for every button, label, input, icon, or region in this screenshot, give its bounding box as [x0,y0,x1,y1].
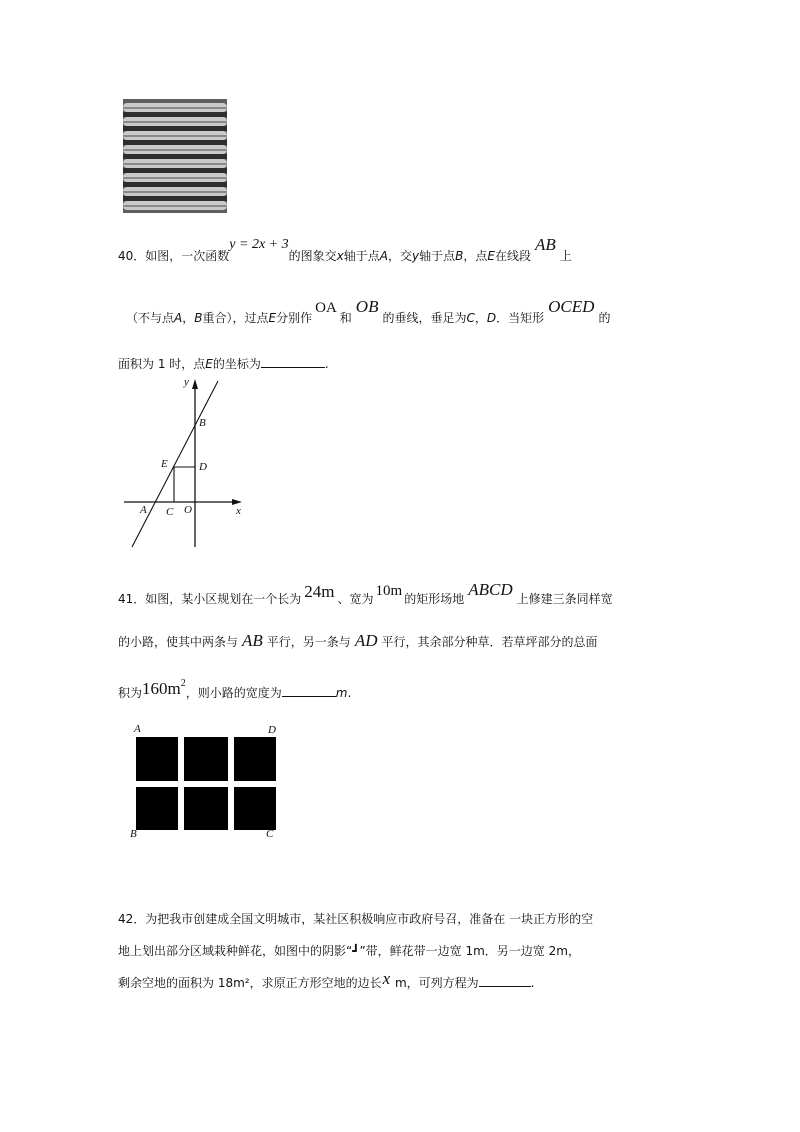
var-x: x [382,969,391,988]
q40-text: ．当矩形 [496,311,545,325]
q40-text: ， [474,311,487,325]
point-e: E [205,357,213,371]
segment-ab: AB [534,235,556,254]
label-b: B [130,828,137,840]
label-c: C [266,828,274,840]
q42-line-2 [118,943,580,959]
q40-text: 在线段 [494,249,531,263]
q40-text: 轴于点 [419,249,456,263]
point-b: B [194,311,203,325]
question-number: 42 [118,912,134,926]
area-value: 160m [142,679,181,698]
point-b: B [455,249,464,263]
q40-text: 上 [559,249,572,263]
q42-line-1 [118,911,593,927]
q40-text: 面积为 1 时，点 [118,357,206,371]
answer-blank[interactable] [282,684,336,697]
line-oa: OA [315,300,337,316]
question-number: 41 [118,592,134,606]
q40-line-1 [118,235,572,265]
area-exponent: 2 [180,678,186,689]
q41-text: ，则小路的宽度为 [185,686,282,700]
q41-text: 、宽为 [337,592,374,606]
label-d: D [268,724,276,736]
label-d: D [199,461,207,473]
q40-figure [118,375,253,550]
rectangle-abcd: ABCD [468,580,513,599]
q40-text: ，点 [463,249,488,263]
q40-text: 的图象交 [288,249,337,263]
q42-text: 地上划出部分区域栽种鲜花，如图中的阴影“┛”带，鲜花带一边宽 1m．另一边宽 2m， [118,944,580,958]
answer-blank[interactable] [479,974,531,987]
q40-text: 和 [339,311,352,325]
label-b: B [199,417,206,429]
q41-text: ．如图，某小区规划在一个长为 [133,592,302,606]
question-number: 40 [118,249,134,263]
label-c: C [166,506,174,518]
point-c: C [466,311,475,325]
path-horizontal [136,781,276,787]
q41-text: 平行，其余部分种草．若草坪部分的总面 [381,635,598,649]
label-a: A [140,504,147,516]
q42-line-3 [118,969,535,991]
q41-figure [136,737,276,830]
point-e: E [268,311,277,325]
q40-text: 的 [598,311,611,325]
q40-text: 的垂线，垂足为 [382,311,467,325]
q42-text: ．为把我市创建成全国文明城市，某社区积极响应市政府号召，准备在 一块正方形的空 [133,912,594,926]
function-formula: y = 2x + 3 [229,237,289,252]
point-a: A [379,249,388,263]
q41-text: . [347,686,352,700]
q40-text: ， [182,311,195,325]
q41-line-2 [118,633,598,650]
width-value: 10m [375,583,403,599]
q40-text: ，交 [387,249,412,263]
label-o: O [184,504,192,516]
label-a: A [134,723,141,735]
point-e: E [487,249,495,263]
q41-text: 上修建三条同样宽 [516,592,613,606]
q40-line-2 [126,297,611,326]
q40-text: 的坐标为 [212,357,261,371]
var-x: x [336,249,344,263]
q42-text: m，可列方程为 [391,976,479,990]
label-x: x [236,505,241,517]
q41-text: 的矩形场地 [404,592,465,606]
q40-text: ．如图，一次函数 [133,249,230,263]
unit-m: m [335,686,348,700]
q40-text: 重合），过点 [202,311,269,325]
label-e: E [161,458,168,470]
q40-text: . [324,357,329,371]
y-axis-arrow [192,379,198,389]
q40-text: 分别作 [276,311,313,325]
segment-ad: AD [354,631,378,650]
q40-text: 轴于点 [343,249,380,263]
rectangle-oced: OCED [548,297,595,316]
answer-blank[interactable] [261,355,325,368]
q41-line-1 [118,580,613,607]
line-ob: OB [355,297,379,316]
q40-text: （不与点 [126,311,175,325]
q42-text: 剩余空地的面积为 18m²，求原正方形空地的边长 [118,976,382,990]
point-d: D [486,311,497,325]
q41-text: 积为 [118,686,143,700]
stacked-sticks-photo [123,99,227,213]
point-a: A [174,311,183,325]
var-y: y [412,249,420,263]
q40-line-3 [118,355,329,372]
q42-text: . [530,976,535,990]
q41-text: 的小路，使其中两条与 [118,635,239,649]
length-value: 24m [304,582,335,601]
q41-text: 平行，另一条与 [266,635,351,649]
q41-line-3 [118,678,352,701]
label-y: y [184,376,189,388]
segment-ab: AB [242,631,263,650]
